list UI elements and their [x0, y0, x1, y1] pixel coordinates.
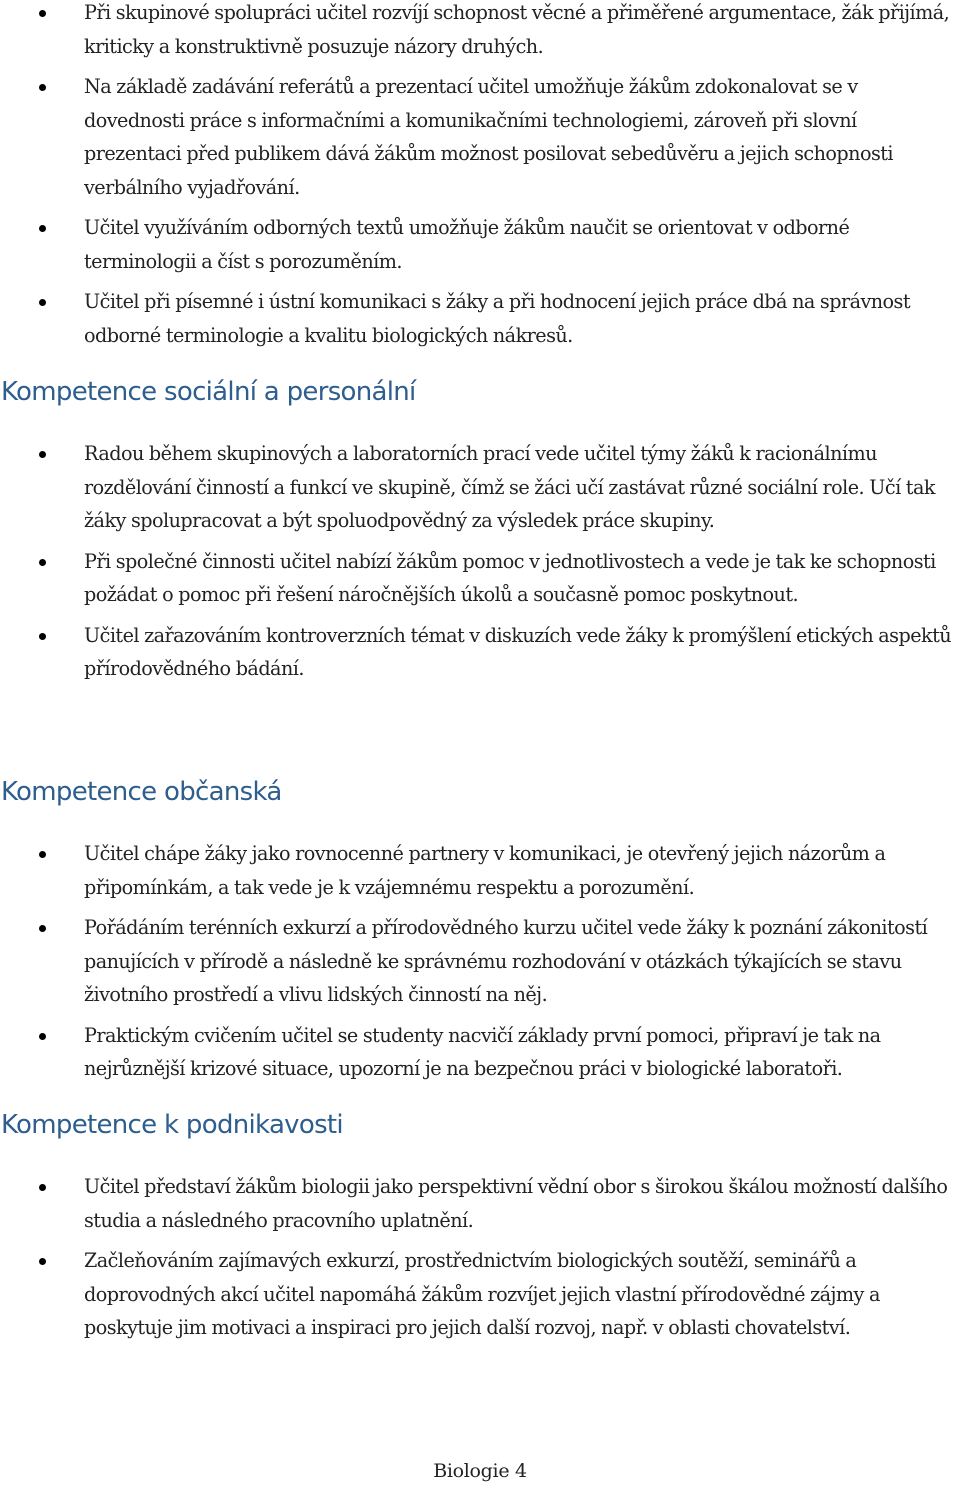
section-heading-entrepreneurship: Kompetence k podnikavosti — [1, 1110, 343, 1140]
list-item-text: Učitel představí žákům biologii jako perspektivní vědní obor s širokou škálou možností dalšího studia a následného pracovního uplatnění. — [84, 1175, 948, 1232]
list-item — [0, 837, 960, 904]
bullet-icon — [39, 1033, 46, 1040]
list-item — [0, 619, 960, 686]
bullet-icon — [39, 851, 46, 858]
list-item — [0, 1019, 960, 1086]
list-item — [0, 545, 960, 612]
bullet-icon — [39, 10, 46, 17]
list-item — [0, 1244, 960, 1345]
list-item — [0, 0, 960, 63]
list-item — [0, 437, 960, 538]
bullet-icon — [39, 633, 46, 640]
list-item-text: Při skupinové spolupráci učitel rozvíjí schopnost věcné a přiměřené argumentace, žák přijímá, kriticky a konstruktivně posuzuje názory druhých. — [84, 1, 950, 58]
list-item — [0, 911, 960, 1012]
bullet-icon — [39, 925, 46, 932]
list-item-text: Učitel využíváním odborných textů umožňuje žákům naučit se orientovat v odborné terminologii a číst s porozuměním. — [84, 216, 850, 273]
list-item-text: Pořádáním terénních exkurzí a přírodovědného kurzu učitel vede žáky k poznání zákonitostí panujících v přírodě a následně ke správnému rozhodování v otázkách týkajících se stavu životního prostředí a vlivu lidských činností na něj. — [84, 916, 928, 1006]
bullet-list-civic — [0, 837, 960, 1093]
list-item — [0, 285, 960, 352]
list-item-text: Učitel zařazováním kontroverzních témat v diskuzích vede žáky k promýšlení etických aspektů přírodovědného bádání. — [84, 623, 952, 680]
section-heading-social-personal: Kompetence sociální a personální — [1, 377, 416, 407]
list-item-text: Učitel při písemné i ústní komunikaci s žáky a při hodnocení jejich práce dbá na správnost odborné terminologie a kvalitu biologických nákresů. — [84, 290, 911, 347]
list-item-text: Na základě zadávání referátů a prezentací učitel umožňuje žákům zdokonalovat se v dovednosti práce s informačními a komunikačními technologiemi, zároveň při slovní prezentaci před publikem dává žákům možnost posilovat sebedůvěru a jejich schopnosti verbálního vyjadřování. — [84, 75, 893, 199]
list-item — [0, 1170, 960, 1237]
bullet-list-communication — [0, 0, 960, 359]
list-item — [0, 70, 960, 204]
bullet-icon — [39, 1258, 46, 1265]
list-item-text: Učitel chápe žáky jako rovnocenné partnery v komunikaci, je otevřený jejich názorům a připomínkám, a tak vede je k vzájemnému respektu a porozumění. — [84, 842, 886, 899]
bullet-icon — [39, 1184, 46, 1191]
bullet-list-social-personal — [0, 437, 960, 693]
section-heading-civic: Kompetence občanská — [1, 777, 282, 807]
list-item-text: Začleňováním zajímavých exkurzí, prostřednictvím biologických soutěží, seminářů a doprovodných akcí učitel napomáhá žákům rozvíjet jejich vlastní přírodovědné zájmy a poskytuje jim motivaci a inspiraci pro jejich další rozvoj, např. v oblasti chovatelství. — [84, 1249, 880, 1339]
bullet-icon — [39, 299, 46, 306]
bullet-icon — [39, 451, 46, 458]
list-item-text: Radou během skupinových a laboratorních prací vede učitel týmy žáků k racionálnímu rozdělování činností a funkcí ve skupině, čímž se žáci učí zastávat různé sociální role. Učí tak žáky spolupracovat a být spoluodpovědný za výsledek práce skupiny. — [84, 442, 935, 532]
bullet-icon — [39, 559, 46, 566]
bullet-list-entrepreneurship — [0, 1170, 960, 1352]
list-item-text: Praktickým cvičením učitel se studenty nacvičí základy první pomoci, připraví je tak na nejrůznější krizové situace, upozorní je na bezpečnou práci v biologické laboratoři. — [84, 1023, 881, 1080]
bullet-icon — [39, 225, 46, 232]
list-item-text: Při společné činnosti učitel nabízí žákům pomoc v jednotlivostech a vede je tak ke schopnosti požádat o pomoc při řešení náročnějších úkolů a současně pomoc poskytnout. — [84, 549, 936, 606]
page-footer: Biologie 4 — [433, 1460, 527, 1482]
list-item — [0, 211, 960, 278]
bullet-icon — [39, 84, 46, 91]
